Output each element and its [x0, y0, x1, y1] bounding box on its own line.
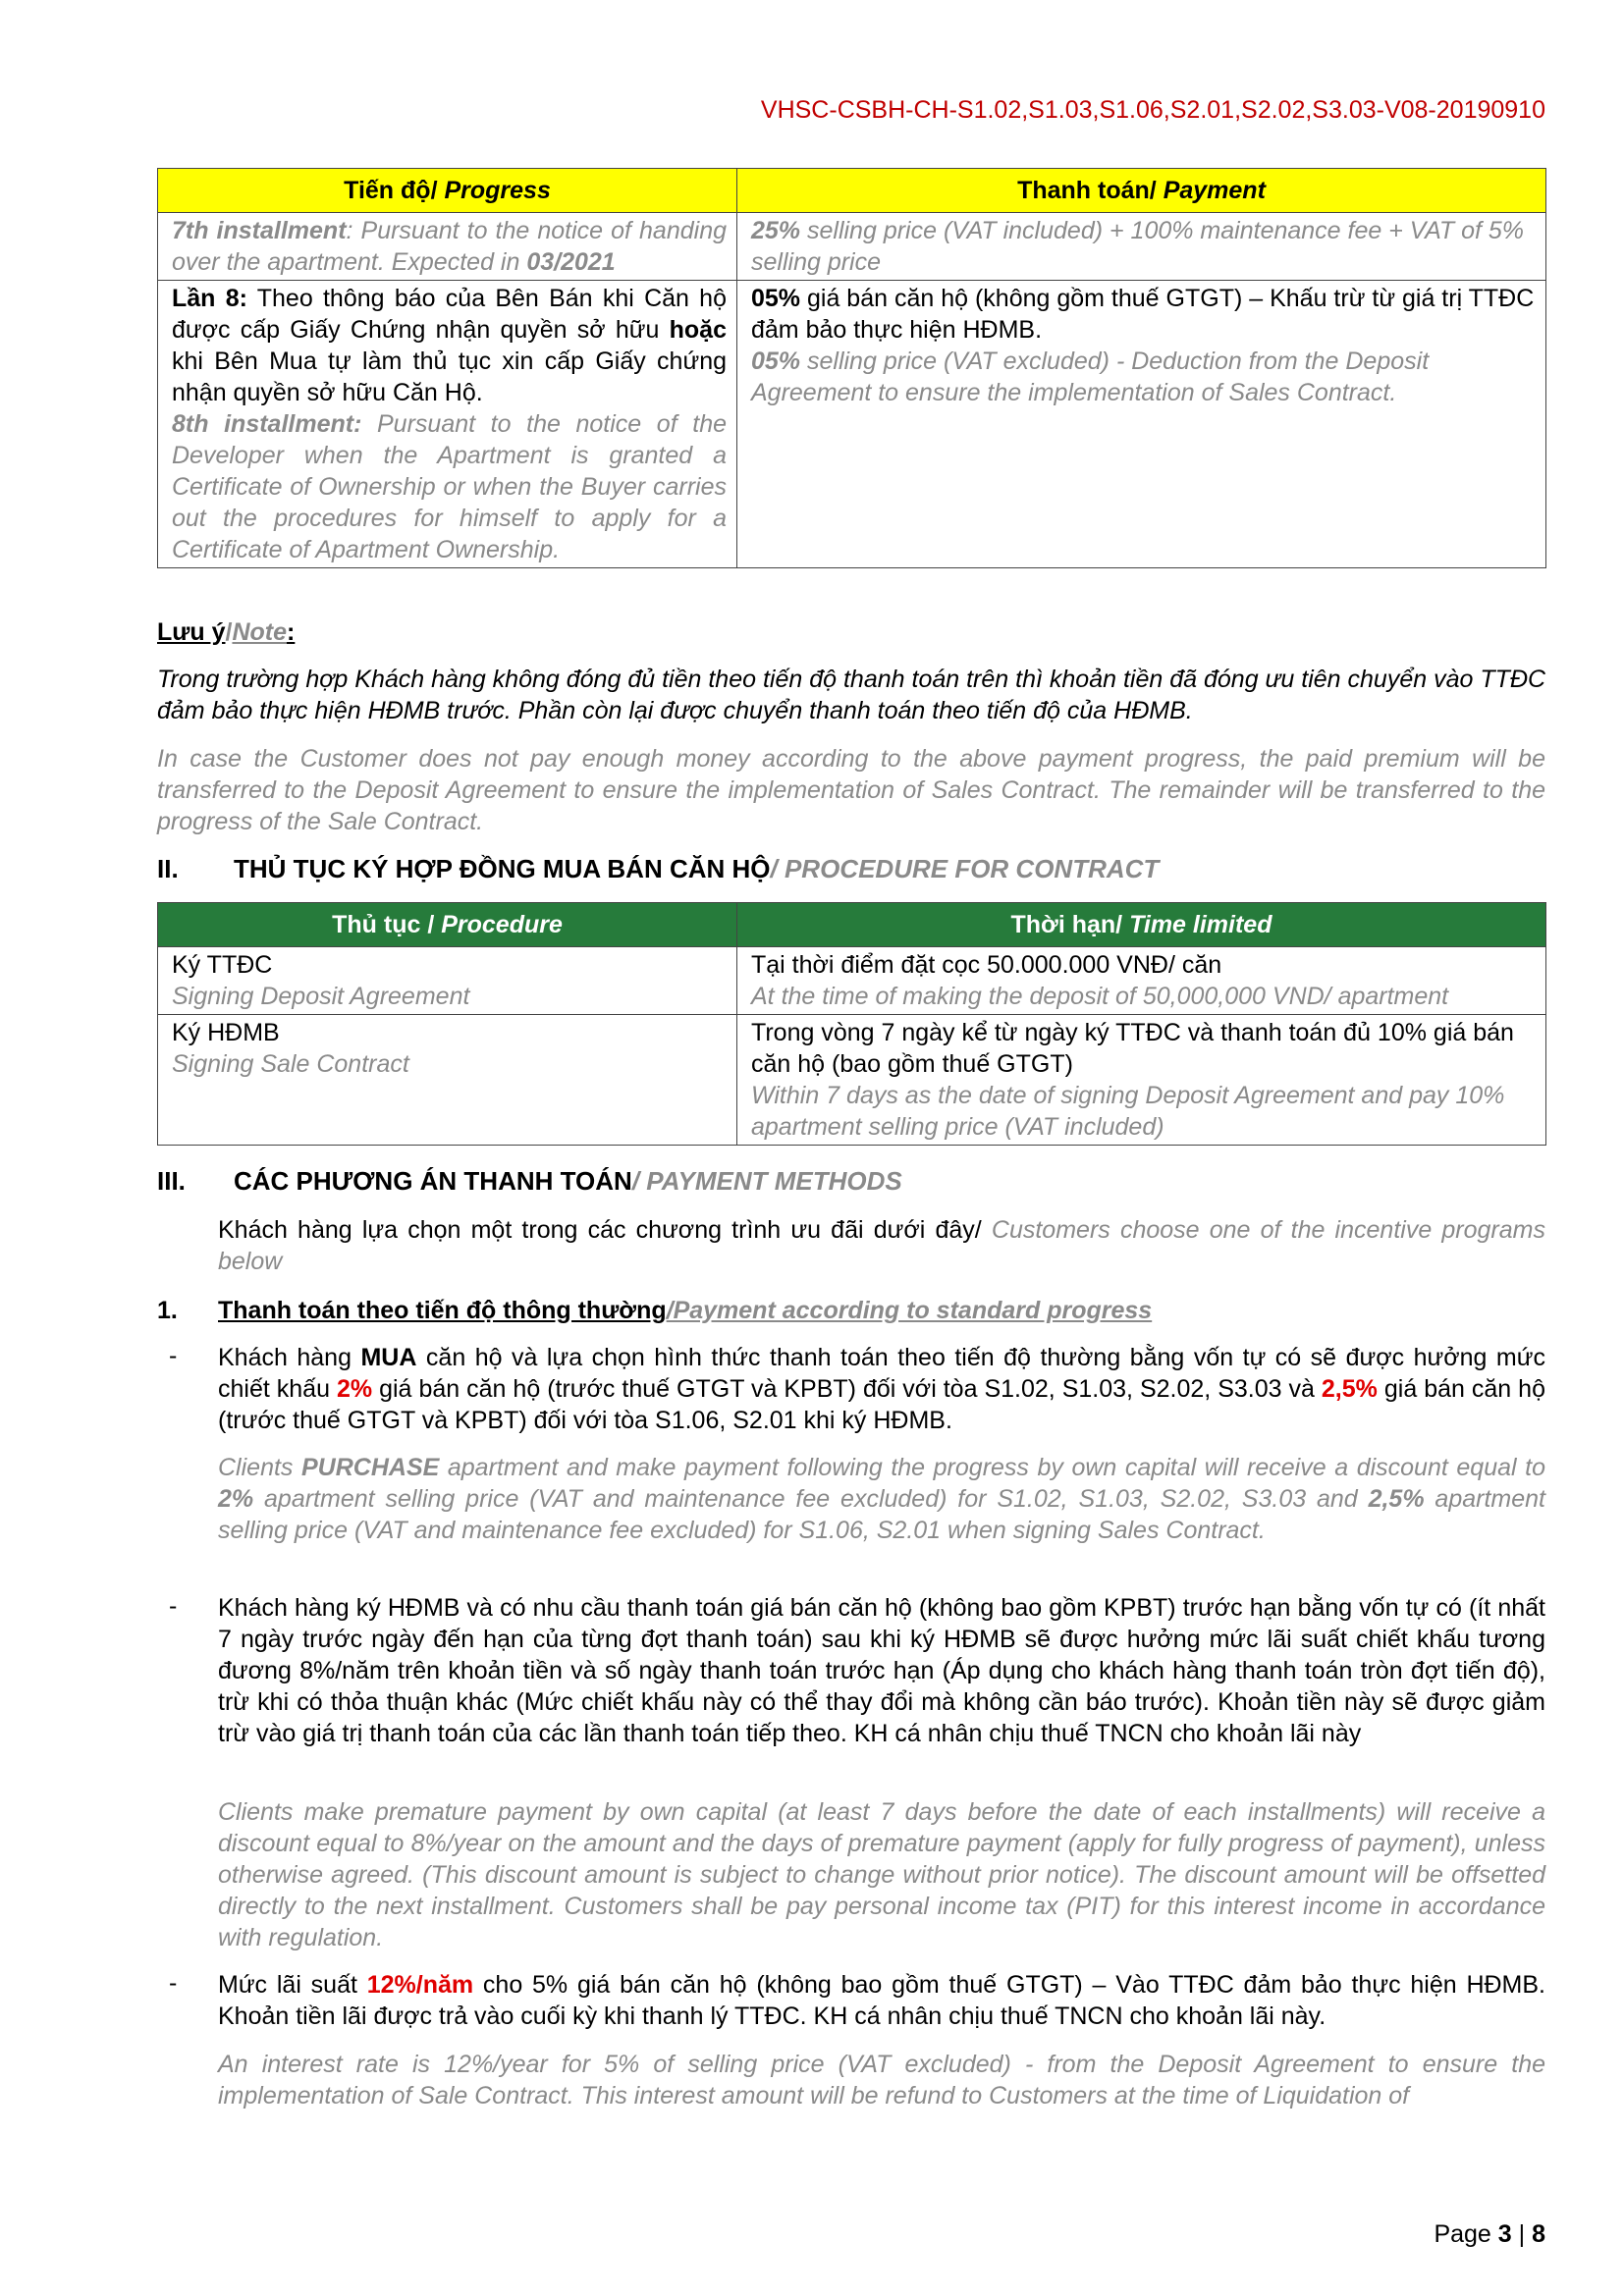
bullet-1-en-purchase: PURCHASE [301, 1454, 440, 1481]
deposit-procedure [158, 947, 737, 1015]
procedure-table [157, 902, 1546, 1146]
installment-7-percent: 25% [751, 217, 801, 244]
subsection-1-heading [157, 1297, 1152, 1325]
installment-8-payment-en: selling price (VAT excluded) - Deduction from the Deposit Agreement to ensure the implementation of Sales Contract. [751, 347, 1430, 406]
bullet-3-vi-part: cho 5% giá bán căn hộ (không bao gồm thuế GTGT) – Vào TTĐC đảm bảo thực hiện HĐMB. Khoản tiền lãi được trả vào cuối kỳ khi thanh lý TTĐC. KH cá nhân chịu thuế TNCN cho khoản lãi này. [218, 1971, 1545, 2030]
procedure-header-en: Procedure [441, 911, 563, 938]
installment-8-label-en: 8th installment: [172, 410, 362, 438]
subsection-1-title-en: /Payment according to standard progress [666, 1297, 1153, 1324]
section-3-title-en: / PAYMENT METHODS [631, 1166, 902, 1196]
deposit-time-limit [737, 947, 1546, 1015]
bullet-dash: - [169, 1342, 178, 1369]
installment-8-percent-en: 05% [751, 347, 801, 375]
payment-column-header [737, 169, 1546, 213]
note-text-en: In case the Customer does not pay enough money according to the above payment progress, the paid premium will be transferred to the Deposit Agreement to ensure the implementation of Sales Contract. The remainder will be transferred to the progress of the Sale Contract. [157, 745, 1545, 835]
note-text-vi: Trong trường hợp Khách hàng không đóng đủ tiền theo tiến độ thanh toán trên thì khoản tiền đã đóng ưu tiên chuyển vào TTĐC đảm bảo thực hiện HĐMB trước. Phần còn lại được chuyển thanh toán theo tiến độ của HĐMB. [157, 666, 1545, 724]
payment-header-en: Payment [1163, 177, 1266, 204]
installment-7-label: 7th installment [172, 217, 347, 244]
note-label-en: Note [232, 618, 288, 646]
section-3-intro-en: Customers choose one of the incentive programs below [218, 1216, 1545, 1275]
bullet-1-vi-discount-2: 2% [336, 1375, 373, 1403]
installment-8-progress [158, 281, 737, 568]
sale-contract-procedure [158, 1015, 737, 1146]
table-row-installment-7 [158, 213, 1546, 281]
bullet-dash: - [169, 1592, 178, 1620]
installment-8-text-vi-b: khi Bên Mua tự làm thủ tục xin cấp Giấy chứng nhận quyền sở hữu Căn Hộ. [172, 347, 727, 406]
installment-8-label-vi: Lần 8: [172, 285, 247, 312]
bullet-3-vi-part: Mức lãi suất [218, 1971, 367, 1999]
bullet-1-vi-part: Khách hàng [218, 1344, 361, 1371]
bullet-1-en-part: Clients [218, 1454, 301, 1481]
section-3-intro [218, 1214, 1545, 1277]
bullet-1-vi-part: giá bán căn hộ (trước thuế GTGT và KPBT) đối với tòa S1.02, S1.03, S2.02, S3.03 và [372, 1375, 1322, 1403]
document-code: VHSC-CSBH-CH-S1.02,S1.03,S1.06,S2.01,S2.02,S3.03-V08-20190910 [760, 96, 1545, 124]
installment-8-text-en: Pursuant to the notice of the Developer when the Apartment is granted a Certificate of Ownership or when the Buyer carries out the procedures for himself to apply for a Certificate of Apartment Ownership. [172, 410, 727, 563]
installment-7-progress [158, 213, 737, 281]
installment-8-percent-vi: 05% [751, 285, 801, 312]
time-header-vi: Thời hạn/ [1010, 911, 1130, 938]
bullet-3-vi [218, 1969, 1545, 2032]
sale-contract-time-vi: Trong vòng 7 ngày kể từ ngày ký TTĐC và thanh toán đủ 10% giá bán căn hộ (bao gồm thuế GTGT) [751, 1019, 1514, 1078]
sale-contract-time-limit [737, 1015, 1546, 1146]
section-3-intro-vi: Khách hàng lựa chọn một trong các chương trình ưu đãi dưới đây/ [218, 1216, 992, 1244]
bullet-2-en: Clients make premature payment by own capital (at least 7 days before the date of each installments) will receive a discount equal to 8%/year on the amount and the days of premature payment (apply for fully progress of payment), unless otherwise agreed. (This discount amount is subject to change without prior notice). The discount amount will be offsetted directly to the next installment. Customers shall be pay personal income tax (PIT) for this interest income in accordance with regulation. [218, 1798, 1545, 1951]
subsection-1-title-vi: Thanh toán theo tiến độ thông thường [218, 1297, 667, 1324]
section-2-number: II. [157, 854, 179, 883]
installment-7-payment-text: selling price (VAT included) + 100% maintenance fee + VAT of 5% selling price [751, 217, 1525, 276]
payment-header-vi: Thanh toán/ [1017, 177, 1164, 204]
installment-8-payment-vi: giá bán căn hộ (không gồm thuế GTGT) – Khấu trừ từ giá trị TTĐC đảm bảo thực hiện HĐMB. [751, 285, 1535, 344]
sale-contract-time-en: Within 7 days as the date of signing Deposit Agreement and pay 10% apartment selling price (VAT included) [751, 1082, 1505, 1141]
page-separator: | [1511, 2220, 1533, 2248]
page-number [1434, 2220, 1545, 2249]
procedure-column-header [158, 903, 737, 947]
installment-8-or-vi: hoặc [669, 316, 727, 344]
note-label-colon: : [287, 618, 296, 646]
installment-7-expected-date: 03/2021 [526, 248, 616, 276]
subsection-1-number: 1. [157, 1297, 178, 1324]
note-label [157, 616, 1545, 648]
page-total: 8 [1532, 2220, 1545, 2248]
installment-7-payment [737, 213, 1546, 281]
section-2-title-vi: THỦ TỤC KÝ HỢP ĐỒNG MUA BÁN CĂN HỘ [234, 854, 771, 883]
installment-8-text-vi-a: Theo thông báo của Bên Bán khi Căn hộ được cấp Giấy Chứng nhận quyền sở hữu [172, 285, 727, 344]
table-header-row [158, 169, 1546, 213]
time-limit-column-header [737, 903, 1546, 947]
deposit-time-en: At the time of making the deposit of 50,000,000 VND/ apartment [751, 983, 1449, 1010]
progress-payment-table [157, 168, 1546, 568]
time-header-en: Time limited [1129, 911, 1272, 938]
bullet-1-vi-part: giá bán căn hộ (trước thuế GTGT và KPBT) đối với tòa S1.06, S2.01 khi ký HĐMB. [218, 1375, 1545, 1434]
sale-contract-procedure-en: Signing Sale Contract [172, 1050, 409, 1078]
deposit-procedure-en: Signing Deposit Agreement [172, 983, 470, 1010]
note-label-separator: / [225, 618, 233, 646]
bullet-1-en-discount-2-5: 2,5% [1368, 1485, 1425, 1513]
bullet-2-vi: Khách hàng ký HĐMB và có nhu cầu thanh toán giá bán căn hộ (không bao gồm KPBT) trước hạn bằng vốn tự có (ít nhất 7 ngày trước ngày đến hạn của từng đợt thanh toán) sau khi ký HĐMB sẽ được hưởng mức lãi suất chiết khấu tương đương 8%/năm trên khoản tiền và số ngày thanh toán trước hạn (Áp dụng cho khách hàng thanh toán tròn đợt tiến độ), trừ khi có thỏa thuận khác (Mức chiết khấu này có thể thay đổi mà không cần báo trước). Khoản tiền này sẽ được giảm trừ vào giá trị thanh toán của các lần thanh toán tiếp theo. KH cá nhân chịu thuế TNCN cho khoản lãi này [218, 1594, 1545, 1747]
table-header-row [158, 903, 1546, 947]
procedure-header-vi: Thủ tục / [332, 911, 442, 938]
section-3-heading [157, 1166, 902, 1197]
sale-contract-procedure-vi: Ký HĐMB [172, 1019, 280, 1046]
bullet-dash: - [169, 1969, 178, 1997]
bullet-1-vi-part: căn hộ và lựa chọn hình thức thanh toán theo tiến độ thường bằng vốn tự có sẽ được hưởng mức chiết khấu [218, 1344, 1545, 1403]
bullet-3-vi-rate: 12%/năm [366, 1971, 474, 1999]
bullet-3-en: An interest rate is 12%/year for 5% of selling price (VAT excluded) - from the Deposit Agreement to ensure the implementation of Sale Contract. This interest amount will be refund to Customers at the time of Liquidation of [218, 2051, 1545, 2109]
page-label: Page [1434, 2220, 1498, 2248]
section-2-heading [157, 854, 1159, 884]
table-row-installment-8 [158, 281, 1546, 568]
bullet-1-en-part: apartment selling price (VAT and maintenance fee excluded) for S1.06, S2.01 when signing Sales Contract. [218, 1485, 1545, 1544]
bullet-1-en-part: apartment and make payment following the progress by own capital will receive a discount equal to [439, 1454, 1545, 1481]
table-row-deposit [158, 947, 1546, 1015]
installment-8-payment [737, 281, 1546, 568]
bullet-1-vi [218, 1342, 1545, 1436]
bullet-1-en [218, 1452, 1545, 1546]
installment-7-progress-text: : Pursuant to the notice of handing over the apartment. Expected in [172, 217, 727, 276]
progress-column-header [158, 169, 737, 213]
section-3-number: III. [157, 1166, 186, 1196]
deposit-time-vi: Tại thời điểm đặt cọc 50.000.000 VNĐ/ căn [751, 951, 1222, 979]
page-current: 3 [1497, 2220, 1512, 2248]
bullet-1-vi-discount-2-5: 2,5% [1321, 1375, 1378, 1403]
progress-header-en: Progress [444, 177, 551, 204]
bullet-1-vi-purchase: MUA [360, 1344, 417, 1371]
bullet-1-en-discount-2: 2% [218, 1485, 254, 1513]
section-2-title-en: / PROCEDURE FOR CONTRACT [770, 854, 1160, 883]
deposit-procedure-vi: Ký TTĐC [172, 951, 273, 979]
bullet-1-en-part: apartment selling price (VAT and maintenance fee excluded) for S1.02, S1.03, S2.02, S3.03 and [253, 1485, 1369, 1513]
note-label-vi: Lưu ý [157, 618, 226, 646]
section-3-title-vi: CÁC PHƯƠNG ÁN THANH TOÁN [234, 1166, 632, 1196]
progress-header-vi: Tiến độ/ [344, 177, 445, 204]
table-row-sale-contract [158, 1015, 1546, 1146]
